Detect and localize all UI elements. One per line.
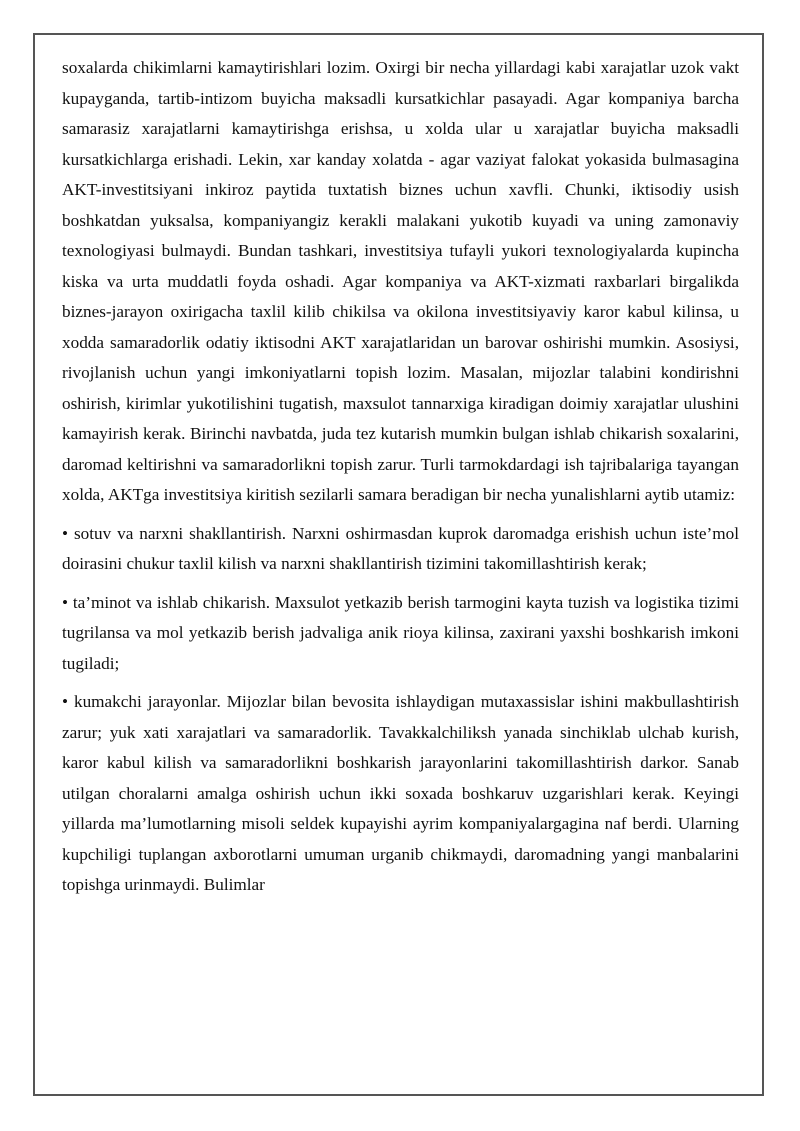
- bullet-support-processes: • kumakchi jarayonlar. Mijozlar bilan bevosita ishlaydigan mutaxassislar ishini makbullashtirish zarur; yuk xati xarajatlari va samaradorlik. Tavakkalchiliksh yanada sinchiklab ulchab kurish, karor kabul kilish va samaradorlikni boshkarish jarayonlarini takomillashtirish darkor. Sanab utilgan choralarni amalga oshirish uchun ikki soxada boshkaruv uzgarishlari kerak. Keyingi yillarda ma’lumotlarning misoli seldek kupayishi ayrim kompaniyalargagina naf berdi. Ularning kupchiligi tuplangan axborotlarni umuman urganib chikmaydi, daromadning yangi manbalarini topishga urinmaydi. Bulimlar: [62, 692, 739, 894]
- page-frame: [33, 33, 764, 1096]
- paragraph-intro: soxalarda chikimlarni kamaytirishlari lozim. Oxirgi bir necha yillardagi kabi xarajatlar uzok vakt kupayganda, tartib-intizom buyicha maksadli kursatkichlar pasayadi. Agar kompaniya barcha samarasiz xarajatlarni kamaytirishga erishsa, u xolda ular u xarajatlar buyicha maksadli kursatkichlarga erishadi. Lekin, xar kanday xolatda - agar vaziyat falokat yokasida bulmasagina AKT-investitsiyani inkiroz paytida tuxtatish biznes uchun xavfli. Chunki, iktisodiy usish boshkatdan yuksalsa, kompaniyangiz kerakli malakani yukotib kuyadi va uning zamonaviy texnologiyasi bulmaydi. Bundan tashkari, investitsiya tufayli yukori texnologiyalarda kupincha kiska va urta muddatli foyda oshadi. Agar kompaniya va AKT-xizmati raxbarlari birgalikda biznes-jarayon oxirigacha taxlil kilib chikilsa va okilona investitsiyaviy karor kabul kilinsa, u xodda samaradorlik odatiy iktisodni AKT xarajatlaridan un barovar oshirishi mumkin. Asosiysi, rivojlanish uchun yangi imkoniyatlarni topish lozim. Masalan, mijozlar talabini kondirishni oshirish, kirimlar yukotilishini tugatish, maxsulot tannarxiga kiradigan doimiy xarajatlar ulushini kamayirish kerak. Birinchi navbatda, juda tez kutarish mumkin bulgan ishlab chikarish soxalarini, daromad keltirishni va samaradorlikni topish zarur. Turli tarmokdardagi ish tajribalariga tayangan xolda, AKTga investitsiya kiritish sezilarli samara beradigan bir necha yunalishlarni aytib utamiz:: [62, 58, 739, 504]
- document-body: [62, 53, 739, 909]
- bullet-sales-pricing: • sotuv va narxni shakllantirish. Narxni oshirmasdan kuprok daromadga erishish uchun iste’mol doirasini chukur taxlil kilish va narxni shakllantirish tizimini takomillashtirish kerak;: [62, 523, 739, 573]
- bullet-supply-production: • ta’minot va ishlab chikarish. Maxsulot yetkazib berish tarmogini kayta tuzish va logistika tizimi tugrilansa va mol yetkazib berish jadvaliga anik rioya kilinsa, zaxirani yaxshi boshkarish imkoni tugiladi;: [62, 592, 739, 673]
